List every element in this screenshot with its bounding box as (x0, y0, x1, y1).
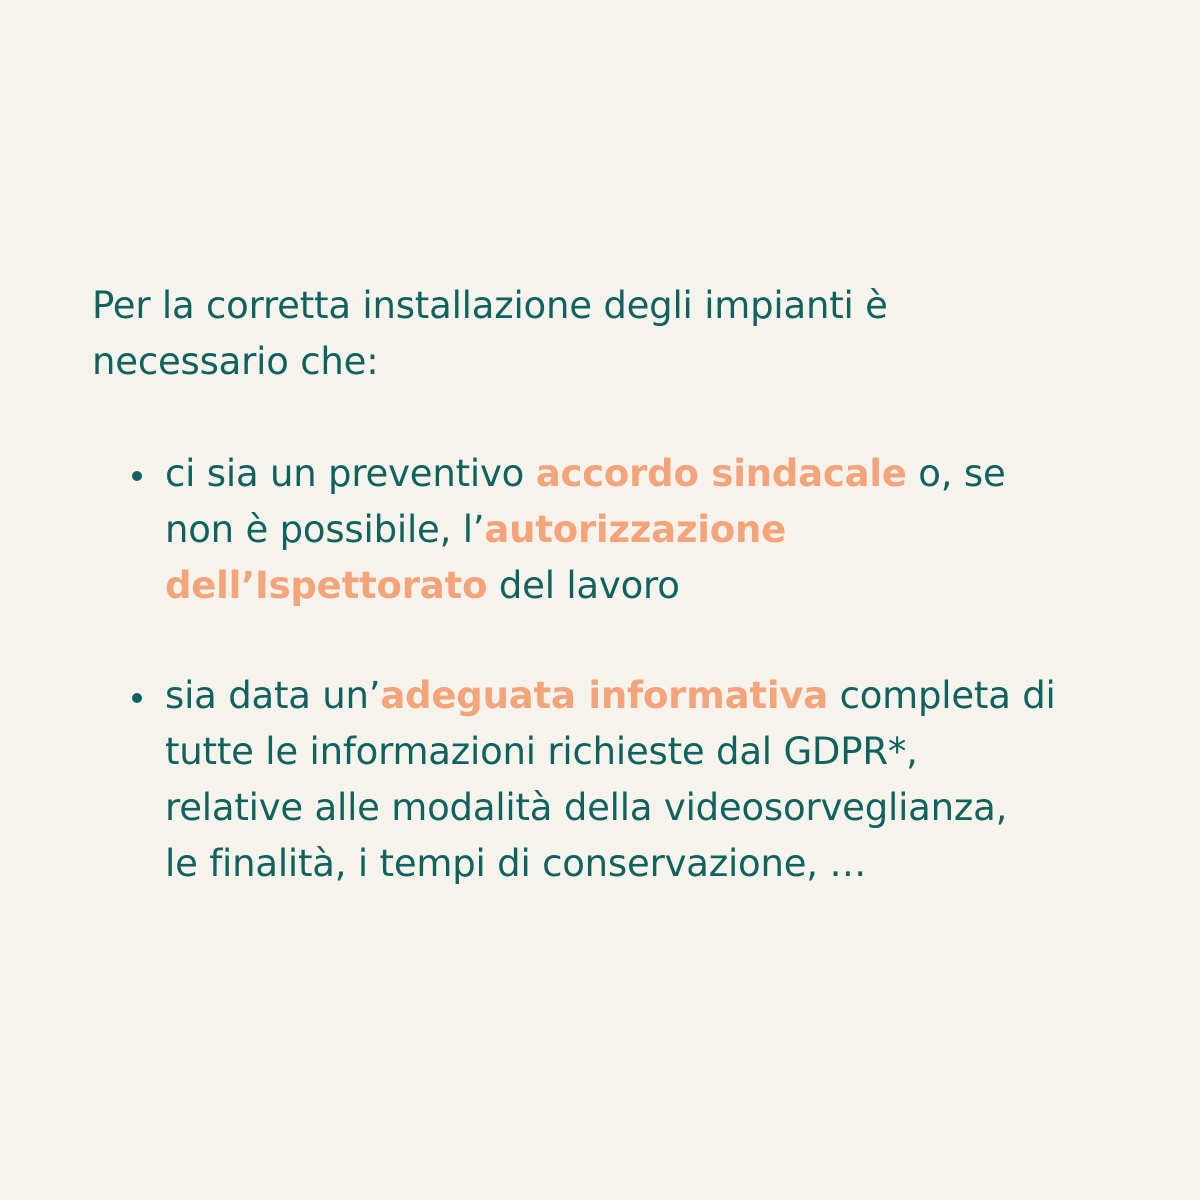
intro-line-1: Per la corretta installazione degli impianti è (92, 284, 888, 327)
highlight-adeguata-informativa: adeguata informativa (380, 674, 829, 717)
bullet-dot-icon (132, 693, 142, 703)
item-2-text-c: tutte le informazioni richieste dal GDPR*, (165, 730, 918, 773)
requirement-item-1 (92, 446, 1132, 614)
requirements-list (92, 446, 1132, 892)
content (92, 278, 1132, 892)
intro-line-2: necessario che: (92, 340, 379, 383)
requirement-item-2 (92, 668, 1132, 892)
item-2-text-b: completa di (828, 674, 1056, 717)
highlight-ispettorato: dell’Ispettorato (165, 564, 488, 607)
item-1-text-a: ci sia un preventivo (165, 452, 536, 495)
intro-paragraph (92, 278, 1132, 390)
item-2-text-d: relative alle modalità della videosorveglianza, (165, 786, 1008, 829)
item-1-text-c: non è possibile, l’ (165, 508, 485, 551)
item-2-text-a: sia data un’ (165, 674, 381, 717)
highlight-accordo-sindacale: accordo sindacale (535, 452, 907, 495)
item-2-text-e: le finalità, i tempi di conservazione, … (165, 842, 867, 885)
bullet-dot-icon (132, 471, 142, 481)
item-1-text-b: o, se (906, 452, 1006, 495)
highlight-autorizzazione: autorizzazione (484, 508, 787, 551)
item-1-text-d: del lavoro (487, 564, 680, 607)
